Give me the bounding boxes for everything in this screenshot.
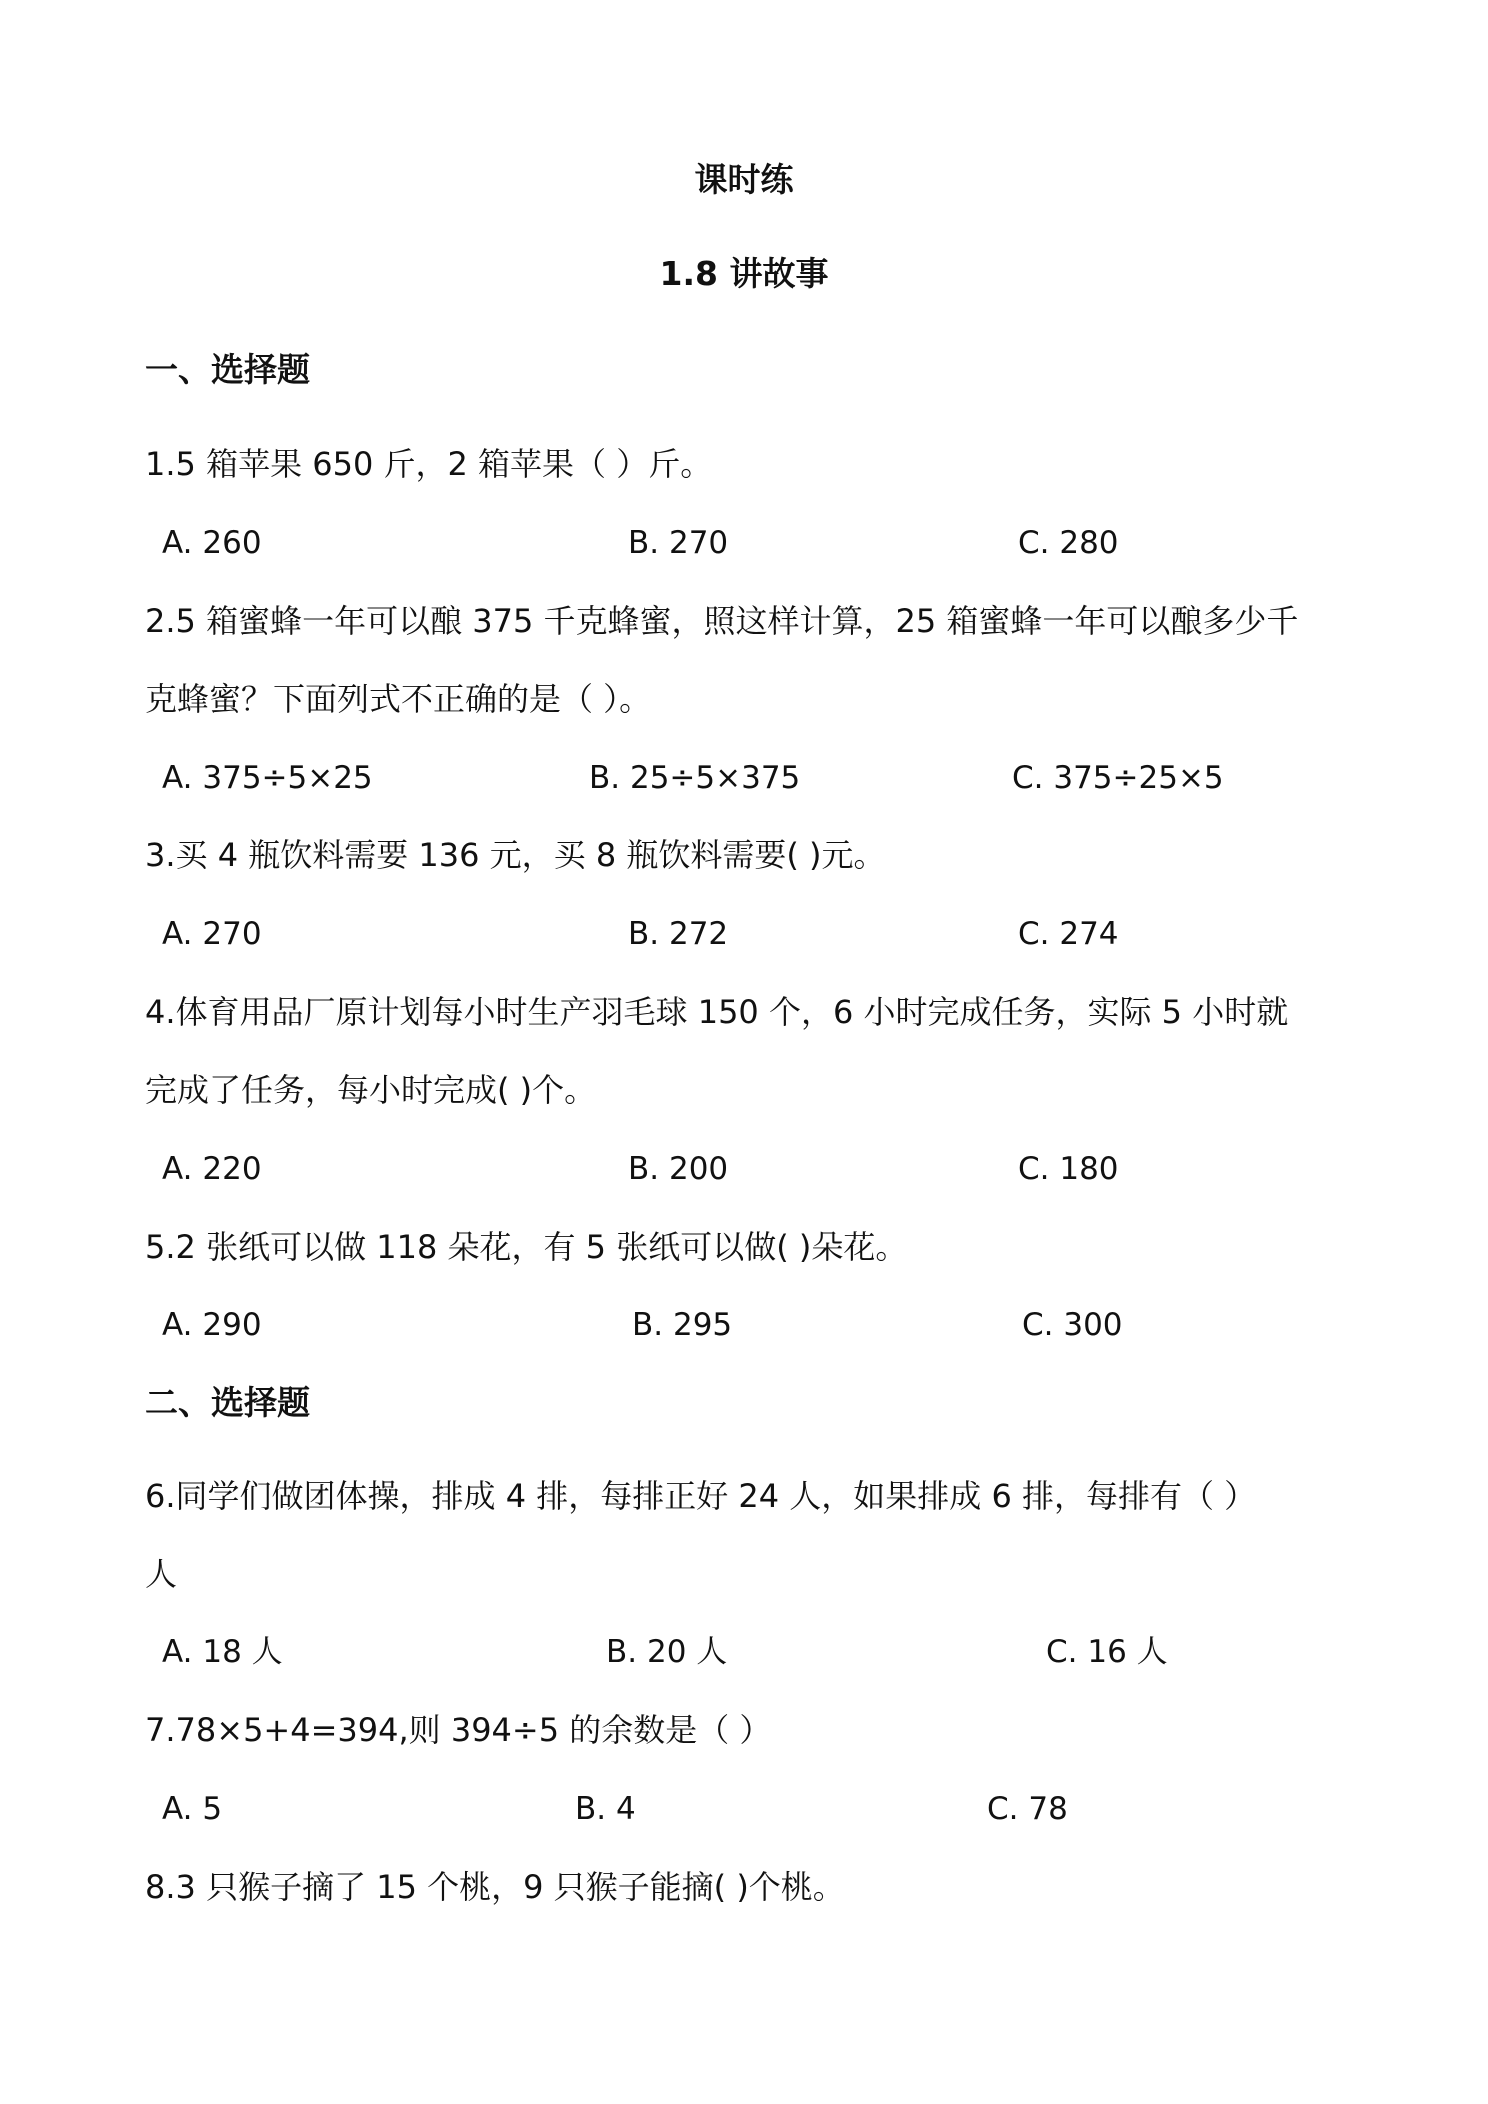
question-text-continued: 人 xyxy=(145,1555,178,1593)
option-c: C. 280 xyxy=(1018,525,1119,561)
question-text: 1.5 箱苹果 650 斤，2 箱苹果（ ）斤。 xyxy=(145,445,713,483)
lesson-title: 1.8 讲故事 xyxy=(659,254,829,293)
question-text-continued: 克蜂蜜？下面列式不正确的是（ ）。 xyxy=(145,680,652,718)
option-b: B. 25÷5×375 xyxy=(589,760,801,796)
option-b: B. 270 xyxy=(628,525,729,561)
option-b: B. 4 xyxy=(575,1791,636,1827)
question-text: 8.3 只猴子摘了 15 个桃，9 只猴子能摘( )个桃。 xyxy=(145,1868,845,1906)
section-heading: 一、选择题 xyxy=(145,350,310,389)
option-a: A. 18 人 xyxy=(162,1634,283,1670)
option-c: C. 300 xyxy=(1022,1307,1123,1343)
question-text: 3.买 4 瓶饮料需要 136 元，买 8 瓶饮料需要( )元。 xyxy=(145,836,886,874)
question-text: 7.78×5+4=394,则 394÷5 的余数是（ ） xyxy=(145,1711,772,1749)
option-a: A. 260 xyxy=(162,525,262,561)
question-text: 6.同学们做团体操，排成 4 排，每排正好 24 人，如果排成 6 排，每排有（ ） xyxy=(145,1477,1257,1515)
question-text: 4.体育用品厂原计划每小时生产羽毛球 150 个，6 小时完成任务，实际 5 小时就 xyxy=(145,993,1289,1031)
option-c: C. 16 人 xyxy=(1046,1634,1168,1670)
section-heading: 二、选择题 xyxy=(145,1383,310,1422)
option-c: C. 274 xyxy=(1018,916,1119,952)
option-c: C. 375÷25×5 xyxy=(1012,760,1224,796)
option-b: B. 295 xyxy=(632,1307,733,1343)
option-a: A. 5 xyxy=(162,1791,223,1827)
option-c: C. 180 xyxy=(1018,1151,1119,1187)
option-a: A. 375÷5×25 xyxy=(162,760,373,796)
option-b: B. 272 xyxy=(628,916,729,952)
option-c: C. 78 xyxy=(987,1791,1068,1827)
option-a: A. 290 xyxy=(162,1307,262,1343)
option-a: A. 270 xyxy=(162,916,262,952)
question-text-continued: 完成了任务，每小时完成( )个。 xyxy=(145,1071,597,1109)
question-text: 2.5 箱蜜蜂一年可以酿 375 千克蜂蜜，照这样计算，25 箱蜜蜂一年可以酿多少千 xyxy=(145,602,1299,640)
option-b: B. 20 人 xyxy=(606,1634,728,1670)
page-title: 课时练 xyxy=(694,160,794,199)
question-text: 5.2 张纸可以做 118 朵花，有 5 张纸可以做( )朵花。 xyxy=(145,1228,908,1266)
option-b: B. 200 xyxy=(628,1151,729,1187)
option-a: A. 220 xyxy=(162,1151,262,1187)
